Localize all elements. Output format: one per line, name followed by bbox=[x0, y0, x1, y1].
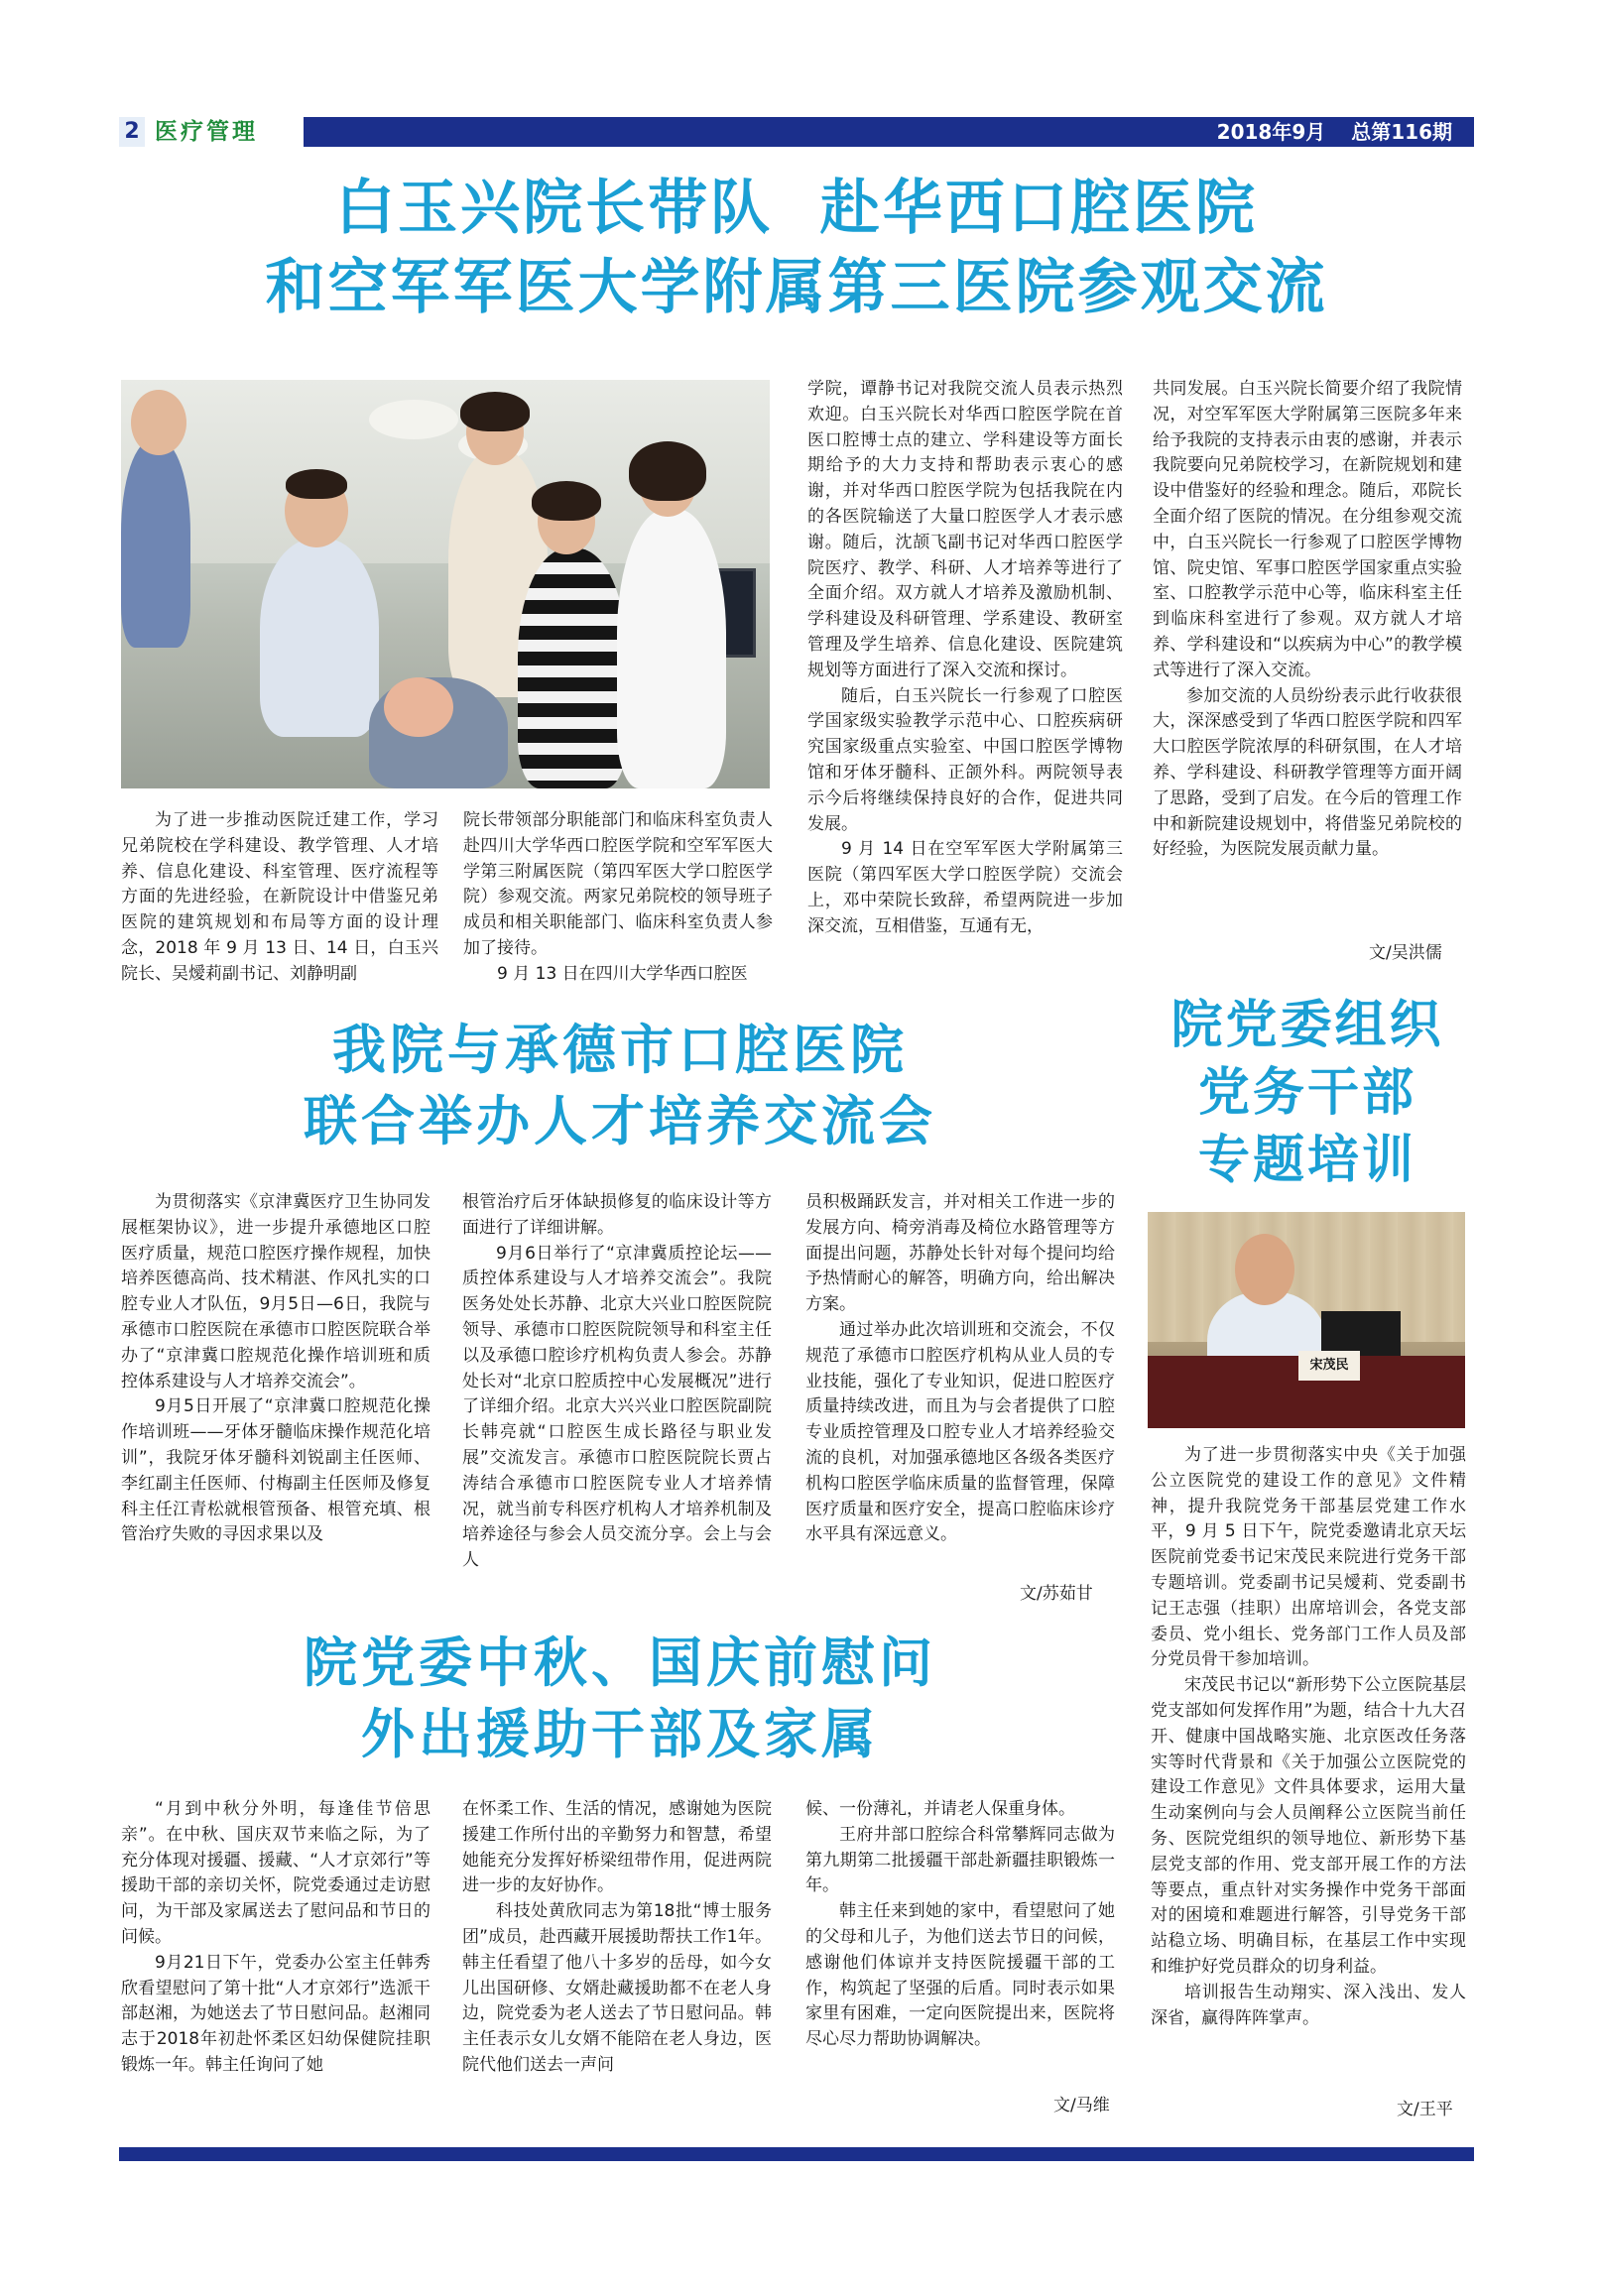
paragraph: 9 月 13 日在四川大学华西口腔医 bbox=[497, 963, 748, 984]
article4-headline bbox=[1141, 992, 1474, 1194]
paragraph: 为了进一步贯彻落实中央《关于加强公立医院党的建设工作的意见》文件精神，提升我院党务干部基层党建工作水平，9 月 5 日下午，院党委邀请北京天坛医院前党委书记宋茂民来院进行党务干部专题培训。党委副书记吴燰莉、党委副书记王志强（挂职）出席培训会，各党支部委员、党小组长、党务部门工作人员及部分党员骨干参加培训。 bbox=[1151, 1445, 1466, 1670]
article4-title-line1: 院党委组织 bbox=[1170, 995, 1444, 1055]
photo-speaker-head bbox=[1235, 1234, 1294, 1305]
article2-title-line1: 我院与承德市口腔医院 bbox=[332, 1018, 908, 1081]
paragraph: 培训报告生动翔实、深入浅出、发人深省，赢得阵阵掌声。 bbox=[1151, 1982, 1466, 2028]
paragraph: 在怀柔工作、生活的情况，感谢她为医院援建工作所付出的辛勤努力和智慧，希望她能充分发挥好桥梁纽带作用，促进两院进一步的友好协作。 bbox=[462, 1799, 772, 1896]
paragraph: 9 月 14 日在空军军医大学附属第三医院（第四军医大学口腔医学院）交流会上，邓中荣院长致辞，希望两院进一步加深交流，互相借鉴，互通有无， bbox=[807, 839, 1123, 936]
header-bar bbox=[119, 117, 1474, 147]
photo-person bbox=[617, 509, 726, 788]
article1-column-3 bbox=[807, 377, 1123, 940]
paragraph: 韩主任来到她的家中，看望慰问了她的父母和儿子，为他们送去节日的问候，感谢他们体谅并支持医院援疆干部的工作，构筑起了坚强的后盾。同时表示如果家里有困难，一定向医院提出来，医院将尽心尽力帮助协调解决。 bbox=[805, 1901, 1115, 2050]
article4-title-line2: 党务干部 bbox=[1197, 1062, 1416, 1123]
paragraph: 为了进一步推动医院迁建工作，学习兄弟院校在学科建设、教学管理、人才培养、信息化建设、科室管理、医疗流程等方面的先进经验，在新院设计中借鉴兄弟医院的建筑规划和布局等方面的设计理念，2018 年 9 月 13 日、14 日，白玉兴院长、吴燰莉副书记、刘静明副 bbox=[121, 810, 438, 984]
paragraph: 员积极踊跃发言，并对相关工作进一步的发展方向、椅旁消毒及椅位水路管理等方面提出问题，苏静处长针对每个提问均给予热情耐心的解答，明确方向，给出解决方案。 bbox=[805, 1192, 1115, 1315]
article2-headline bbox=[119, 1014, 1121, 1156]
paragraph: 参加交流的人员纷纷表示此行收获很大，深深感受到了华西口腔医学院和四军大口腔医学院浓厚的科研氛围，在人才培养、学科建设、科研教学管理等方面开阔了思路，受到了启发。在今后的管理工作中和新院建设规划中，将借鉴兄弟院校的好经验，为医院发展贡献力量。 bbox=[1153, 685, 1462, 860]
article4-title-line3: 专题培训 bbox=[1197, 1130, 1416, 1190]
photo-person-hair bbox=[286, 469, 347, 499]
issue-number: 总第116期 bbox=[1351, 120, 1452, 144]
paragraph: 9月5日开展了“京津冀口腔规范化操作培训班——牙体牙髓临床操作规范化培训”，我院牙体牙髓科刘锐副主任医师、李红副主任医师、付梅副主任医师及修复科主任江青松就根管预备、根管充填、根管治疗失败的寻因求果以及 bbox=[121, 1396, 431, 1545]
paragraph: 9月6日举行了“京津冀质控论坛——质控体系建设与人才培养交流会”。我院医务处处长苏静、北京大兴业口腔医院院领导、承德市口腔医院院领导和科室主任以及承德口腔诊疗机构负责人参会。苏静处长对“北京口腔质控中心发展概况”进行了详细介绍。北京大兴兴业口腔医院副院长韩亮就“口腔医生成长路径与职业发展”交流发言。承德市口腔医院院长贾占涛结合承德市口腔医院专业人才培养情况，就当前专科医疗机构人才培养机制及培养途径与参会人员交流分享。会上与会人 bbox=[462, 1243, 772, 1571]
section-label: 医疗管理 bbox=[145, 117, 304, 147]
article1-headline bbox=[119, 169, 1474, 327]
article1-title-line2: 和空军军医大学附属第三医院参观交流 bbox=[265, 253, 1328, 322]
paragraph: 为贯彻落实《京津冀医疗卫生协同发展框架协议》，进一步提升承德地区口腔医疗质量，规范口腔医疗操作规程，加快培养医德高尚、技术精湛、作风扎实的口腔专业人才队伍，9月5日—6日，我院与承德市口腔医院在承德市口腔医院联合举办了“京津冀口腔规范化操作培训班和质控体系建设与人才培养交流会”。 bbox=[121, 1192, 431, 1391]
paragraph: 宋茂民书记以“新形势下公立医院基层党支部如何发挥作用”为题，结合十九大召开、健康中国战略实施、北京医改任务落实等时代背景和《关于加强公立医院党的建设工作意见》文件具体要求，运用大量生动案例向与会人员阐释公立医院当前任务、医院党组织的领导地位、新形势下基层党支部的作用、党支部开展工作的方法等要点，重点针对实务操作中党务干部面对的困境和难题进行解答，引导党务干部站稳立场、明确目标，在基层工作中实现和维护好党员群众的切身利益。 bbox=[1151, 1675, 1466, 1977]
article3-headline bbox=[119, 1627, 1121, 1769]
photo-ceiling-lamp bbox=[369, 400, 458, 439]
article3-column-2 bbox=[462, 1797, 772, 2079]
paragraph: 王府井部口腔综合科常攀辉同志做为第九期第二批援疆干部赴新疆挂职锻炼一年。 bbox=[805, 1824, 1115, 1896]
photo-person bbox=[260, 539, 379, 737]
paragraph: 随后，白玉兴院长一行参观了口腔医学国家级实验教学示范中心、口腔疾病研究国家级重点实验室、中国口腔医学博物馆和牙体牙髓科、正颌外科。两院领导表示今后将继续保持良好的合作，促进共同发展。 bbox=[807, 685, 1123, 834]
article3-column-1 bbox=[121, 1797, 431, 2079]
article3-title-line2: 外出援助干部及家属 bbox=[361, 1702, 879, 1765]
photo-person-hair bbox=[629, 441, 706, 501]
page-number: 2 bbox=[119, 117, 145, 147]
article2-byline: 文/苏茹甘 bbox=[1020, 1584, 1093, 1604]
paragraph: 9月21日下午，党委办公室主任韩秀欣看望慰问了第十批“人才京郊行”选派干部赵湘，为她送去了节日慰问品。赵湘同志于2018年初赴怀柔区妇幼保健院挂职锻炼一年。韩主任询问了她 bbox=[121, 1952, 431, 2075]
article2-column-2 bbox=[462, 1190, 772, 1574]
speaker-photo bbox=[1148, 1212, 1465, 1428]
article1-title-line1: 白玉兴院长带队 赴华西口腔医院 bbox=[335, 174, 1258, 243]
article1-column-1 bbox=[121, 808, 438, 988]
article1-column-4 bbox=[1153, 377, 1462, 863]
photo-person-head bbox=[131, 390, 186, 455]
article3-column-3 bbox=[805, 1797, 1115, 2053]
photo-person-hair bbox=[460, 392, 530, 431]
photo-person bbox=[121, 439, 190, 648]
photo-person bbox=[518, 548, 627, 788]
delegation-photo bbox=[121, 380, 770, 788]
article2-column-3 bbox=[805, 1190, 1115, 1548]
footer-bar bbox=[119, 2147, 1474, 2161]
speaker-name-card: 宋茂民 bbox=[1298, 1351, 1360, 1381]
paragraph: 候、一份薄礼，并请老人保重身体。 bbox=[805, 1799, 1075, 1819]
paragraph: 学院，谭静书记对我院交流人员表示热烈欢迎。白玉兴院长对华西口腔医学院在首医口腔博士点的建立、学科建设等方面长期给予的大力支持和帮助表示衷心的感谢，并对华西口腔医学院为包括我院在内的各医院输送了大量口腔医学人才表示感谢。随后，沈颉飞副书记对华西口腔医学院医疗、教学、科研、人才培养等进行了全面介绍。双方就人才培养及激励机制、学科建设及科研管理、学系建设、教研室管理及学生培养、信息化建设、医院建筑规划等方面进行了深入交流和探讨。 bbox=[807, 379, 1123, 680]
article3-byline: 文/马维 bbox=[1053, 2096, 1110, 2115]
photo-person-hair bbox=[532, 481, 601, 521]
paragraph: 院长带领部分职能部门和临床科室负责人赴四川大学华西口腔医学院和空军军医大学第三附属医院（第四军医大学口腔医学院）参观交流。两家兄弟院校的领导班子成员和相关职能部门、临床科室负责人参加了接待。 bbox=[463, 810, 773, 958]
paragraph: 科技处黄欣同志为第18批“博士服务团”成员，赴西藏开展援助帮扶工作1年。韩主任看望了他八十多岁的岳母，如今女儿出国研修、女婿赴藏援助都不在老人身边，院党委为老人送去了节日慰问品。韩主任表示女儿女婿不能陪在老人身边，医院代他们送去一声问 bbox=[462, 1901, 772, 2075]
issue-info bbox=[1191, 117, 1452, 147]
paragraph: 通过举办此次培训班和交流会，不仅规范了承德市口腔医疗机构从业人员的专业技能，强化了专业知识，促进口腔医疗质量持续改进，而且为与会者提供了口腔专业质控管理及口腔专业人才培养经验交流的良机，对加强承德地区各级各类医疗机构口腔医学临床质量的监督管理，保障医疗质量和医疗安全，提高口腔临床诊疗水平具有深远意义。 bbox=[805, 1319, 1115, 1545]
article4-column bbox=[1151, 1443, 1466, 2031]
paragraph: 共同发展。白玉兴院长简要介绍了我院情况，对空军军医大学附属第三医院多年来给予我院的支持表示由衷的感谢，并表示我院要向兄弟院校学习，在新院规划和建设中借鉴好的经验和理念。随后，邓院长全面介绍了医院的情况。在分组参观交流中，白玉兴院长一行参观了口腔医学博物馆、院史馆、军事口腔医学国家重点实验室、口腔教学示范中心等，临床科室主任到临床科室进行了参观。双方就人才培养、学科建设和“以疾病为中心”的教学模式等进行了深入交流。 bbox=[1153, 379, 1462, 680]
paragraph: “月到中秋分外明，每逢佳节倍思亲”。在中秋、国庆双节来临之际，为了充分体现对援疆、援藏、“人才京郊行”等援助干部的亲切关怀，院党委通过走访慰问，为干部及家属送去了慰问品和节日的问候。 bbox=[121, 1799, 431, 1947]
article1-byline: 文/吴洪儒 bbox=[1369, 943, 1442, 963]
article2-title-line2: 联合举办人才培养交流会 bbox=[304, 1089, 936, 1152]
article2-column-1 bbox=[121, 1190, 431, 1548]
paragraph: 根管治疗后牙体缺损修复的临床设计等方面进行了详细讲解。 bbox=[462, 1192, 772, 1238]
article1-column-2 bbox=[463, 808, 773, 988]
article4-byline: 文/王平 bbox=[1397, 2100, 1453, 2119]
article3-title-line1: 院党委中秋、国庆前慰问 bbox=[304, 1631, 936, 1694]
issue-date: 2018年9月 bbox=[1216, 120, 1326, 144]
photo-mannequin-head bbox=[384, 677, 453, 737]
